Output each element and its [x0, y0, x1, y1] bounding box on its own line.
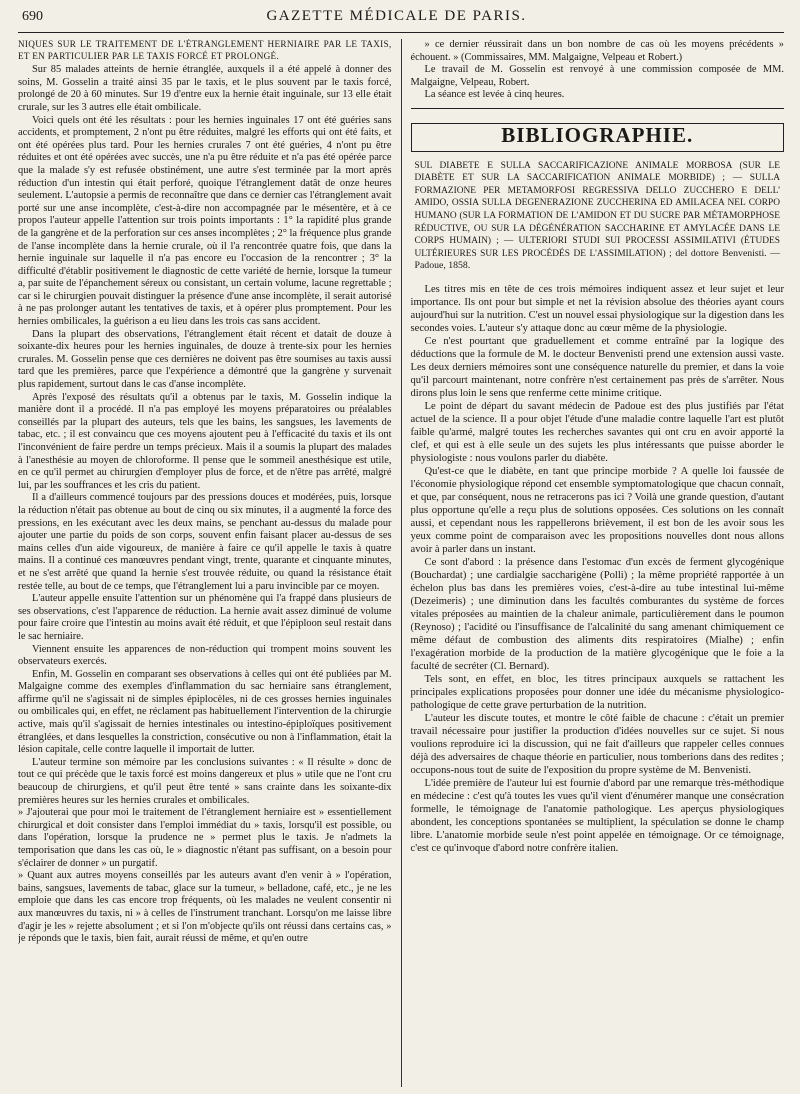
paragraph: Il a d'ailleurs commencé toujours par des pressions douces et modérées, puis, lorsque la réduction n'était pas obtenue au bout de cinq ou six minutes, il a augmenté la force des pressions, en les exécutant avec les deux mains, se penchant au-dessus du malade pour ajouter une partie du poids de son corps, souvent enfin faisant placer au-dessus de ses mains celles d'un aide vigoureux, de manière à faire ce qu'il appelle le taxis à quatre mains. Il a continué ces manœuvres pendant vingt, trente, quarante et cinquante minutes, et ne s'est arrêté que quand la hernie s'est trouvée réduite, ou quand la résistance était restée telle, au bout de ce temps, que l'étranglement lui a paru invincible par ce moyen.	[18, 492, 392, 592]
conclusions-quote	[18, 807, 392, 946]
paragraph: Ce sont d'abord : la présence dans l'estomac d'un excès de ferment glycogénique (Bouchardat) ; une cardialgie saccharigène (Polli) ; la même propriété rapportée à un échelon plus bas dans les premières voies, c'est-à-dire au tube intestinal lui-même (Dezeimeris) ; une diminution dans les facultés comburantes du système de forces vitales préposées au maintien de la chaleur animale, particulièrement dans le poumon (Reynoso) ; l'acidité ou l'insuffisance de l'alcalinité du sang amenant chimiquement ce même défaut de combustion des aliments dits respiratoires (Mialhe) ; enfin l'exagération morbide de la production de la matière glycogénique que le foie a la faculté de secréter (Cl. Bernard).	[410, 556, 784, 672]
paragraph: Ce n'est pourtant que graduellement et comme entraîné par la logique des déductions que la formule de M. le docteur Benvenisti prend une extension aussi vaste. Les deux derniers mémoires sont une conséquence naturelle du premier, et dans la voie qu'il parcourt maintenant, notre confrère n'est certainement pas près de s'arrêter. Nous dirons plus loin le sens que renferme cette minime critique.	[410, 335, 784, 399]
bibliography-reference	[415, 160, 781, 273]
paragraph: Sur 85 malades atteints de hernie étranglée, auxquels il a été appelé à donner des soins, M. Gosselin a traité ainsi 35 par le taxis, et le plus souvent par le taxis forcé, prolongé de 20 à 60 minutes. Sur 19 d'entre eux la hernie était inguinale, sur 13 elle était crurale, sur les 3 autres elle était ombilicale.	[18, 64, 392, 113]
paragraph: » ce dernier réussirait dans un bon nombre de cas où les moyens précédents » échouent. » (Commissaires, MM. Malgaigne, Velpeau et Robert.)	[410, 39, 784, 63]
paragraph: Le point de départ du savant médecin de Padoue est des plus justifiés par l'état actuel de la science. Il a pour objet l'étude d'une maladie contre laquelle l'art est plutôt faible qu'armé, malgré toutes les recherches savantes qui ont cru en avoir apporté la clef, et qui est à elle seule un des sujets les plus intéressants que puisse aborder le physiologiste : nous voulons parler du diabète.	[410, 400, 784, 464]
bibliography-header	[411, 123, 785, 152]
paragraph: Voici quels ont été les résultats : pour les hernies inguinales 17 ont été guéries sans accidents, et promptement, 2 n'ont pu être réduites, malgré les efforts qui ont été faits, et ont été opérées plus tard. Pour les hernies crurales 7 ont été guéries, 4 n'ont pu être réduites et ont été opérées avec succès, une n'a pu être réduite et n'a pas été opérée parce que la malade s'y est refusée obstinément, une autre s'est terminée par la mort après réduction d'un intestin qui était perforé, quoique l'étranglement datât de onze heures seulement. L'autopsie a permis de reconnaître que dans ce dernier cas l'étranglement avait porté sur une anse incomplète, c'est-à-dire non accompagnée par le mésentère, et à ce propos l'auteur appelle l'attention sur trois points importants : 1° la rapidité plus grande de la gangrène et de la perforation sur ces anses incomplètes ; 2° la fréquence plus grande de l'anse incomplète dans la hernie crurale, où il l'a rencontrée quatre fois, que dans la hernie inguinale sur laquelle il n'a pas encore eu l'occasion de la rencontrer ; 3° la difficulté d'établir positivement le diagnostic de cette variété de hernie, lorsque la tumeur a, par suite de l'épanchement séreux ou consistant, un certain volume, lacune regrettable ; car si le chirurgien pouvait distinguer la présence d'une anse incomplète, il serait autorisé à ne pas prolonger autant les tentatives de taxis, et à opérer plus promptement. Pour les hernies ombilicales, la guérison a eu lieu dans les trois cas sans accident.	[18, 114, 392, 328]
paragraph: Les titres mis en tête de ces trois mémoires indiquent assez et leur sujet et leur importance. Ils ont pour but simple et net la révision absolue des théories ayant cours aujourd'hui sur la nutrition. C'est un nouvel essai physiologique sur la digestion dans les secondes voies. L'auteur s'y attaque donc au cœur même de la physiologie.	[410, 283, 784, 334]
paragraph: L'auteur termine son mémoire par les conclusions suivantes : « Il résulte » donc de tout ce qui précède que le taxis forcé est moins dangereux et plus » utile que ne l'ont cru beaucoup de chirurgiens, et qu'il peut être tenté » sans crainte dans les soixante-dix premières heures sur les hernies crurales et ombilicales.	[18, 756, 392, 806]
paragraph: L'idée première de l'auteur lui est fournie d'abord par une remarque très-méthodique en médecine : c'est qu'à toutes les vues qu'il vient d'énumérer manque une consécration formelle, le témoignage de l'anatomie pathologique. Les aperçus physiologiques abondent, les conceptions spontanées se multiplient, la spéculation se donne le champ libre. L'anatomie morbide seule n'est point appelée en témoignage. Or ce témoignage, c'est ce qu'invoque d'abord notre confrère italien.	[410, 777, 784, 854]
quote-paragraph: » Quant aux autres moyens conseillés par les auteurs avant d'en venir à » l'opération, bains, sangsues, lavements de tabac, glace sur la tumeur, » belladone, café, etc., je ne les emploie que dans les cas encore trop fréquents, où les malades ne veulent consentir ni aux manœuvres du taxis, ni » à celles de l'instrument tranchant. Lorsqu'on me laisse libre d'agir je les » rejette absolument ; et si l'on m'objecte qu'ils ont réussi dans certains cas, » je réponds que le taxis, bien fait, aurait réussi de même, et qu'en outre	[18, 870, 392, 945]
review-body	[411, 283, 785, 855]
paragraph: Enfin, M. Gosselin en comparant ses observations à celles qui ont été publiées par M. Malgaigne comme des exemples d'inflammation du sac herniaire sans étranglement, affirme qu'il ne s'agissait ni de simples épiplocèles, ni de ces grosses hernies inguinales ou ombilicales qui, en effet, ne réclament pas habituellement l'intervention de la chirurgie active, mais qu'il s'agissait de hernies intestinales ou intestino-épiploïques positivement étranglées, et dans lesquelles la constriction, consécutive ou non à l'inflammation, était la lésion capitale, celle contre laquelle il importait de lutter.	[18, 668, 392, 756]
article-title: NIQUES SUR LE TRAITEMENT DE L'ÉTRANGLEMENT HERNIAIRE PAR LE TAXIS, ET EN PARTICULIER PAR LE TAXIS FORCÉ ET PROLONGÉ.	[18, 39, 392, 61]
paragraph: Après l'exposé des résultats qu'il a obtenus par le taxis, M. Gosselin indique la manière dont il a procédé. Il n'a pas employé les moyens préparatoires ou préalables conseillés par la plupart des auteurs, tels que les bains, les sangsues, les lavements de tabac, etc. ; il est convaincu que ces moyens ajoutent peu à l'efficacité du taxis et ils ont l'inconvénient de faire perdre un temps précieux. Mais il a soumis la plupart des malades à l'anesthésie au moyen de chloroforme. Il pense que le sommeil anesthésique est utile, en ce qu'il permet au chirurgien d'employer plus de force, et de n'être pas arrêté, malgré lui, par les souffrances et les cris du patient.	[18, 391, 392, 491]
paragraph: Le travail de M. Gosselin est renvoyé à une commission composée de MM. Malgaigne, Velpeau, Robert.	[410, 64, 784, 88]
bibliography-reference-titles: SUL DIABETE E SULLA SACCARIFICAZIONE ANIMALE MORBOSA (SUR LE DIABÈTE ET SUR LA SACCARIFICATION ANIMALE MORBIDE) ; — SULLA FORMAZIONE PER METAMORFOSI REGRESSIVA DELLO ZUCCHERO E DELL' AMIDO, OSSIA SULLA DEGENERAZIONE ZUCCHERINA ED AMILACEA NEL CORPO HUMANO (SUR LA FORMATION DE L'AMIDON ET DU SUCRE PAR MÉTAMORPHOSE RÉDUCTIVE, OU SUR LA DÉGÉNÉRATION SACCHARINE ET AMYLACÉE DANS LE CORPS HUMAIN) ; — ULTERIORI STUDI SUI PROCESSI ASSIMILATIVI (ÉTUDES ULTÉRIEURES SUR LES PROCÉDÉS DE L'ASSIMILATION) ;	[414, 160, 780, 259]
paragraph: L'auteur les discute toutes, et montre le côté faible de chacune : c'était un premier travail nécessaire pour justifier la production d'idées nouvelles sur ce sujet. Si nous voulions reproduire ici la discussion, qui ne fait d'ailleurs que rappeler celles connues déjà des adversaires de chaque théorie en particulier, nous tomberions dans des redites ; occupons-nous tout de suite de l'exposition du propre système de M. Benvenisti.	[410, 712, 784, 776]
section-divider	[411, 108, 785, 109]
journal-title: GAZETTE MÉDICALE DE PARIS.	[266, 8, 527, 24]
two-column-body	[18, 39, 784, 1087]
paragraph: Tels sont, en effet, en bloc, les titres principaux auxquels se rattachent les principales explications proposées pour donner une idée du mécanisme physiologico-pathologique de cette grave perturbation de la nutrition.	[410, 673, 784, 711]
paragraph: Qu'est-ce que le diabète, en tant que principe morbide ? A quelle loi faussée de l'économie physiologique répond cet ensemble symptomatologique que chacun connaît, et que, par conséquent, nous ne retracerons pas ici ? Voilà une grande question, d'autant plus opportune qu'elle a reçu plus de solutions opposées. Ces solutions on les connaît aussi, et cependant nous les rappellerons brièvement, il est bon de les avoir sous les yeux comme point de comparaison avec les propositions nouvelles dont nous allons avoir à parler dans un instant.	[410, 465, 784, 555]
running-head	[18, 8, 784, 33]
left-column	[18, 39, 401, 1087]
paragraph: Viennent ensuite les apparences de non-réduction qui trompent moins souvent les observateurs exercés.	[18, 643, 392, 668]
paragraph: Dans la plupart des observations, l'étranglement était récent et datait de douze à soixante-dix heures pour les hernies inguinales, de douze à trente-six pour les hernies crurales. M. Gosselin pense que ces dernières ne doivent pas être soumises au taxis aussi tard que les premières, parce que l'expérience a démontré que la gangrène y survenait plus rapidement, surtout dans le cas d'anse incomplète.	[18, 328, 392, 391]
bibliography-heading: BIBLIOGRAPHIE.	[501, 122, 694, 147]
quote-paragraph: » J'ajouterai que pour moi le traitement de l'étranglement herniaire est » essentiellement chirurgical et doit consister dans l'emploi immédiat du » taxis, lorsqu'il est possible, ou dans l'opération, lorsque la prudence ne » permet plus le taxis. Je n'admets la temporisation que dans les cas où, le » diagnostic n'étant pas suffisant, on a besoin pour s'éclairer de donner » un purgatif.	[18, 807, 392, 869]
paragraph: L'auteur appelle ensuite l'attention sur un phénomène qui l'a frappé dans plusieurs de ses observations, c'est l'apparence de réduction. La hernie avait assez diminué de volume pour faire croire que l'intestin au moins avait été réduit, et que l'épiploon seul restait dans le sac herniaire.	[18, 593, 392, 642]
page-number: 690	[22, 9, 43, 24]
bibliography-reference-author: del dottore Benvenisti. — Padoue, 1858.	[414, 247, 781, 272]
right-column	[401, 39, 785, 1087]
paragraph: La séance est levée à cinq heures.	[424, 89, 565, 101]
